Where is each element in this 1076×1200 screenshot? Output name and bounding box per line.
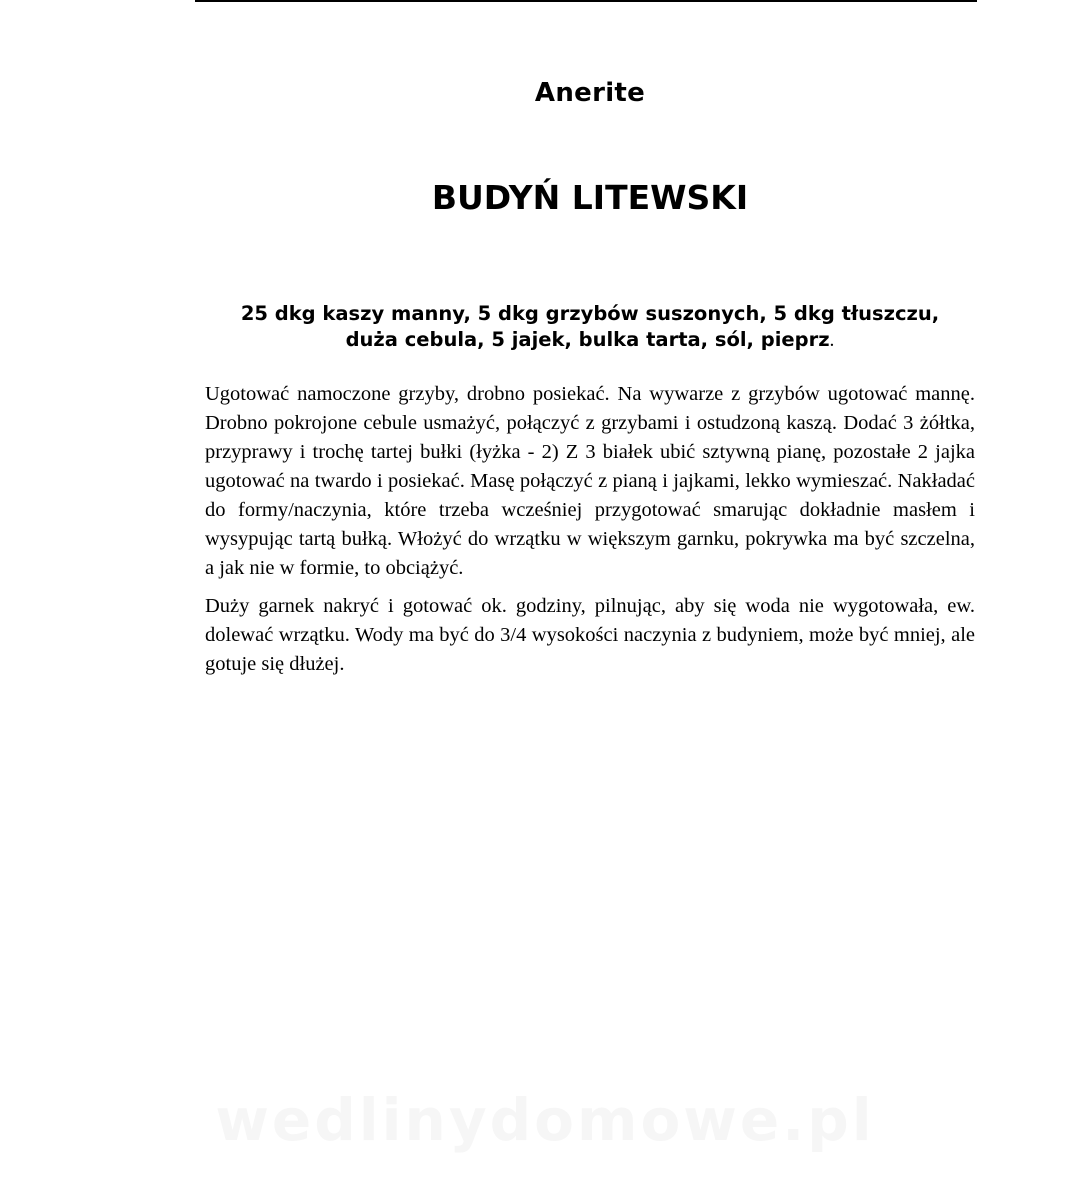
ingredients-period: . [829, 330, 835, 351]
recipe-title: BUDYŃ LITEWSKI [431, 178, 749, 217]
top-rule [195, 0, 977, 2]
author-name: Anerite [534, 78, 646, 108]
ingredients-list [220, 301, 960, 354]
ingredients-text: 25 dkg kaszy manny, 5 dkg grzybów suszonych, 5 dkg tłuszczu, duża cebula, 5 jajek, bulka tarta, sól, pieprz [240, 302, 940, 351]
recipe-instructions [205, 380, 975, 688]
instructions-paragraph-1: Ugotować namoczone grzyby, drobno posiekać. Na wywarze z grzybów ugotować mannę. Drobno pokrojone cebule usmażyć, połączyć z grzybami i ostudzoną kaszą. Dodać 3 żółtka, przyprawy i trochę tartej bułki (łyżka - 2) Z 3 białek ubić sztywną pianę, pozostałe 2 jajka ugotować na twardo i posiekać. Masę połączyć z pianą i jajkami, lekko wymieszać. Nakładać do formy/naczynia, które trzeba wcześniej przygotować smarując dokładnie masłem i wysypując tartą bułką. Włożyć do wrzątku w większym garnku, pokrywka ma być szczelna, a jak nie w formie, to obciążyć. [205, 383, 975, 579]
watermark: wedlinydomowe.pl [215, 1086, 875, 1154]
instructions-paragraph-2: Duży garnek nakryć i gotować ok. godziny, pilnując, aby się woda nie wygotowała, ew. dolewać wrzątku. Wody ma być do 3/4 wysokości naczynia z budyniem, może być mniej, ale gotuje się dłużej. [205, 595, 975, 675]
